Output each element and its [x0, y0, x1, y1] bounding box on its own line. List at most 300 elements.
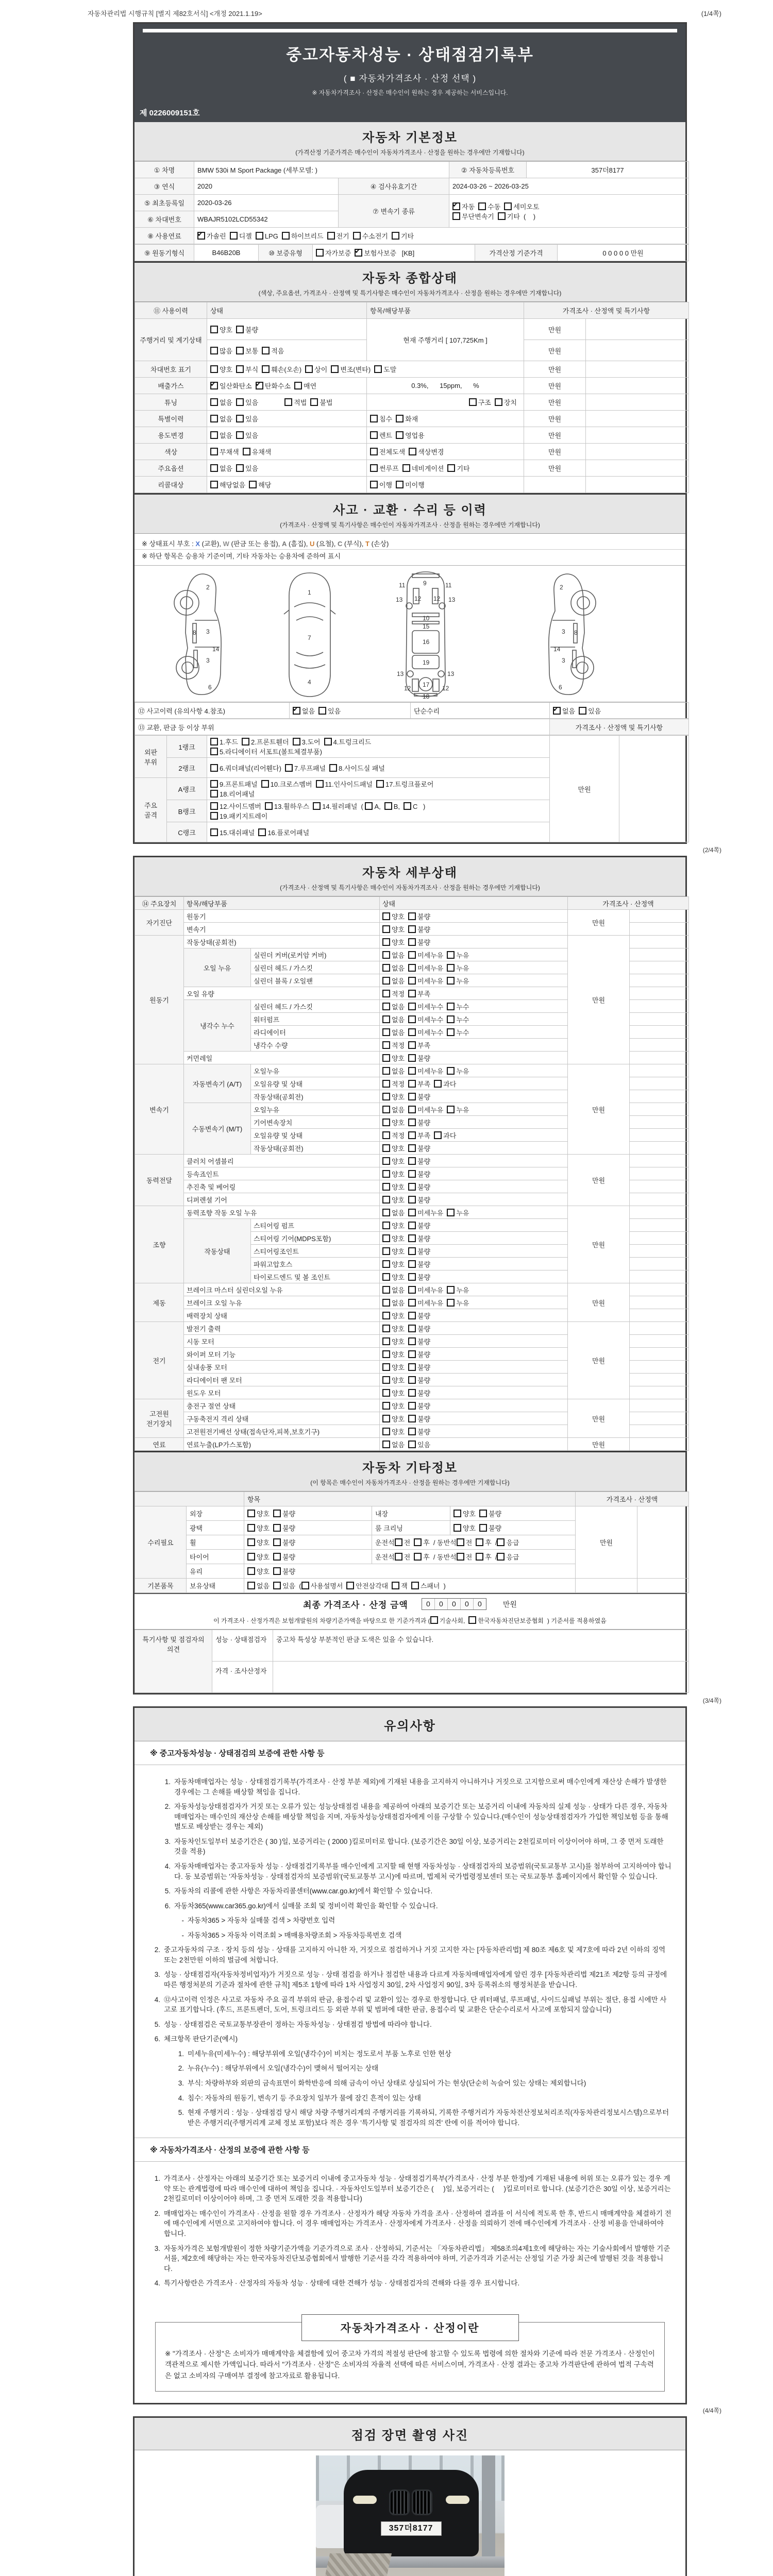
checkbox-label: 누수 — [456, 1003, 469, 1011]
checkbox[interactable] — [258, 827, 309, 837]
checkbox[interactable] — [382, 1375, 405, 1385]
checkbox[interactable] — [408, 1298, 443, 1308]
checkbox-label: 전 — [465, 1539, 473, 1547]
checkbox-label: 불량 — [417, 1222, 431, 1230]
checkbox[interactable] — [370, 414, 392, 423]
checkbox[interactable] — [447, 950, 469, 960]
checkbox[interactable] — [408, 1002, 443, 1011]
checkbox[interactable] — [236, 463, 258, 473]
checkbox-label: 전 — [465, 1553, 473, 1561]
status-code: U — [309, 540, 315, 548]
checkbox[interactable] — [382, 1324, 405, 1333]
checkbox[interactable] — [236, 364, 258, 374]
checkbox[interactable] — [395, 1552, 411, 1562]
checkbox[interactable] — [447, 1105, 469, 1114]
checkbox[interactable] — [247, 1552, 270, 1562]
checkbox[interactable] — [382, 1311, 405, 1320]
checkbox[interactable] — [408, 1066, 443, 1076]
checkbox[interactable] — [452, 201, 475, 211]
checkbox[interactable] — [408, 1285, 443, 1295]
checkbox[interactable] — [382, 1156, 405, 1166]
checkbox-label: 미세누유 — [417, 1299, 444, 1307]
checkbox[interactable] — [301, 1581, 343, 1590]
checkbox[interactable] — [408, 1117, 430, 1127]
photo-vehicle-front — [344, 2470, 479, 2556]
checkbox-label: 양호 — [392, 1428, 405, 1436]
row-label-cell: 가격조사 · 산정액 및 특기사항 — [550, 719, 689, 735]
checkbox[interactable] — [370, 430, 392, 440]
checkbox[interactable] — [408, 1324, 430, 1333]
checkbox[interactable] — [265, 801, 309, 811]
checkbox[interactable] — [408, 1221, 430, 1230]
checkbox-label: 미이행 — [405, 481, 425, 489]
checkbox[interactable] — [414, 1552, 430, 1562]
checkbox[interactable] — [316, 248, 351, 258]
checkbox[interactable] — [365, 802, 380, 810]
checkbox[interactable] — [327, 231, 349, 241]
checkbox[interactable] — [247, 1566, 270, 1576]
checkbox[interactable] — [331, 364, 371, 374]
notice-item: 1. 가격조사 · 산정자는 아래의 보증기간 또는 보증거리 이내에 중고자동차 성능 · 상태점검기록부(가격조사 · 산정 부분 한정)에 기재된 내용에 허위 또는 오류가 있는 경우 계약 또는 관계법령에 따라 매수인에 대하여 책임을 집니다. · 자동차인도일부터 보증기간은 ( )일, 보증거리는 ( )킬로미터로 합니다. (보증기간은 30일 이상, 보증거리는 2천킬로미터 이상이어야 하며, 그 중 먼저 도래한 것을 적용합니다) — [154, 2175, 671, 2203]
checkbox[interactable] — [355, 248, 396, 258]
value-cell — [630, 1438, 689, 1451]
checkbox[interactable] — [382, 1195, 405, 1205]
checkbox[interactable] — [408, 1427, 430, 1436]
checkbox-label: 가솔린 — [207, 232, 226, 240]
notice-item: - 자동차365 > 자동차 실매물 검색 > 차량번호 입력 — [181, 1917, 335, 1925]
checkbox[interactable] — [262, 346, 284, 355]
checkbox[interactable] — [210, 737, 238, 747]
section-other-title: 자동차 기타정보 — [362, 1461, 458, 1475]
checkbox[interactable] — [408, 911, 430, 921]
checkbox[interactable] — [374, 364, 396, 374]
value-cell — [630, 1064, 689, 1077]
checkbox[interactable] — [447, 1027, 469, 1037]
checkbox[interactable] — [210, 381, 252, 391]
checkbox[interactable] — [408, 1439, 430, 1449]
checkbox[interactable] — [408, 1027, 443, 1037]
text: [KB] — [400, 249, 415, 257]
value-cell — [207, 340, 367, 361]
checkbox[interactable] — [210, 325, 232, 334]
checkbox[interactable] — [210, 763, 281, 773]
checkbox[interactable] — [408, 1182, 430, 1192]
checkbox[interactable] — [382, 1066, 405, 1076]
checkbox[interactable] — [256, 381, 291, 391]
checkbox[interactable] — [408, 1388, 430, 1398]
checkbox[interactable] — [382, 1221, 405, 1230]
checkbox[interactable] — [273, 1509, 295, 1518]
checkbox[interactable] — [382, 924, 405, 934]
checkbox-label: 누유 — [456, 1209, 469, 1217]
checkbox[interactable] — [382, 1439, 405, 1449]
value-cell — [380, 1064, 568, 1077]
checkbox-label: 5.라디에이터 서포트(볼트체결부품) — [220, 748, 322, 756]
checkbox[interactable] — [382, 1027, 405, 1037]
checkbox[interactable] — [408, 1195, 430, 1205]
checkbox[interactable] — [313, 801, 357, 811]
checkbox[interactable] — [408, 1079, 430, 1089]
car-side-left-view — [174, 574, 221, 694]
checkbox[interactable] — [408, 1375, 430, 1385]
checkbox[interactable] — [256, 232, 278, 240]
checkbox[interactable] — [382, 1285, 405, 1295]
value-cell — [380, 1399, 568, 1412]
value-cell — [367, 477, 524, 493]
status-code-legend — [135, 534, 685, 550]
checkbox[interactable] — [408, 1272, 430, 1282]
checkbox-label: 불량 — [417, 1273, 431, 1281]
checkbox[interactable] — [236, 430, 258, 440]
checkbox[interactable] — [382, 1414, 405, 1423]
checkbox[interactable] — [382, 911, 405, 921]
checkbox[interactable] — [210, 480, 245, 489]
price-cell: 만원 — [568, 1283, 630, 1322]
checkbox-label: 구조 — [478, 399, 491, 406]
notice-item: 1. 미세누유(미세누수) : 해당부위에 오일(냉각수)이 비치는 정도로서 부품 노후로 인한 현상 — [178, 2049, 451, 2058]
checkbox[interactable] — [408, 1014, 443, 1024]
checkbox[interactable] — [210, 364, 232, 374]
notice-item: 1. 자동차매매업자는 성능 · 상태점검기록부(가격조사 · 산정 부분 제외)에 기재된 내용을 고지하지 아니하거나 거짓으로 고지함으로써 매수인에게 재산상 손해가 발생한 경우에는 그 손해를 배상할 책임을 집니다. — [164, 1778, 667, 1796]
checkbox[interactable] — [273, 1523, 295, 1533]
row-label-cell: ④ 검사유효기간 — [339, 178, 449, 195]
price-digit: 0 — [477, 1600, 482, 1608]
checkbox[interactable] — [370, 447, 405, 456]
checkbox[interactable] — [414, 1537, 430, 1547]
checkbox[interactable] — [498, 211, 520, 221]
checkbox[interactable] — [247, 1509, 270, 1518]
checkbox[interactable] — [382, 1349, 405, 1359]
row-label-cell: 동력전달 — [135, 1155, 184, 1206]
checkbox[interactable] — [382, 989, 405, 998]
checkbox[interactable] — [468, 1616, 544, 1625]
checkbox[interactable] — [447, 1208, 469, 1217]
value-cell: 0.3%, 15ppm, % — [367, 378, 524, 394]
detail-condition-table — [135, 896, 689, 1451]
checkbox[interactable] — [430, 1616, 465, 1625]
price-cell: 만원 — [524, 460, 586, 477]
report-title: 중고자동차성능 · 상태점검기록부 — [286, 46, 534, 64]
checkbox[interactable] — [382, 1053, 405, 1063]
lift-ramp — [324, 2553, 391, 2576]
checkbox[interactable] — [408, 1233, 430, 1243]
checkbox[interactable] — [294, 381, 316, 391]
checkbox[interactable] — [210, 397, 232, 407]
checkbox[interactable] — [408, 1336, 430, 1346]
checkbox[interactable] — [476, 1537, 492, 1547]
checkbox[interactable] — [261, 779, 312, 789]
checkbox[interactable] — [408, 1040, 430, 1050]
row-label-cell: 기본품목 — [135, 1579, 187, 1593]
checkbox[interactable] — [310, 397, 332, 407]
checkbox[interactable] — [408, 1362, 430, 1372]
checkbox[interactable] — [452, 211, 494, 221]
checkbox[interactable] — [497, 1552, 519, 1562]
checkbox[interactable] — [478, 201, 500, 211]
row-label-cell: 색상 — [135, 444, 207, 460]
value-cell — [630, 1348, 689, 1361]
checkbox[interactable] — [408, 1156, 430, 1166]
value-cell: 내장 — [372, 1506, 450, 1521]
checkbox[interactable] — [447, 1066, 469, 1076]
checkbox[interactable] — [408, 924, 430, 934]
checkbox[interactable] — [324, 737, 372, 747]
checkbox[interactable] — [553, 706, 575, 716]
value-cell — [630, 1206, 689, 1219]
checkbox[interactable] — [382, 1079, 405, 1089]
checkbox[interactable] — [408, 1246, 430, 1256]
checkbox[interactable] — [236, 397, 258, 407]
checkbox[interactable] — [408, 1092, 430, 1101]
checkbox[interactable] — [236, 414, 258, 423]
value-cell: BMW 530i M Sport Package (세부모델: ) — [194, 162, 449, 178]
checkbox-label: 디젤 — [239, 232, 252, 240]
checkbox[interactable] — [579, 706, 601, 716]
checkbox[interactable] — [293, 737, 321, 747]
checkbox[interactable] — [396, 480, 425, 489]
checkbox[interactable] — [382, 1143, 405, 1153]
checkbox[interactable] — [210, 747, 322, 756]
checkbox-label: 해당없음 — [220, 481, 246, 489]
checkbox-label: 없음 — [562, 707, 576, 715]
checkbox[interactable] — [210, 779, 258, 789]
checkbox[interactable] — [453, 1523, 476, 1533]
checkbox[interactable] — [382, 1092, 405, 1101]
checkbox[interactable] — [408, 1311, 430, 1320]
checkbox[interactable] — [408, 1105, 443, 1114]
checkbox[interactable] — [382, 1401, 405, 1411]
checkbox[interactable] — [382, 1208, 405, 1217]
value-cell — [380, 1412, 568, 1425]
checkbox[interactable] — [402, 463, 444, 473]
status-code: T — [365, 540, 369, 548]
checkbox[interactable] — [479, 1509, 501, 1518]
checkbox[interactable] — [353, 231, 388, 241]
checkbox[interactable] — [408, 1401, 430, 1411]
panel-number: 6 — [208, 684, 212, 691]
price-cell: 만원 — [568, 1322, 630, 1399]
checkbox[interactable] — [282, 231, 324, 241]
value-cell: 오일누유 — [251, 1064, 380, 1077]
checkbox[interactable] — [210, 346, 232, 355]
checkbox[interactable] — [396, 430, 425, 440]
value-cell — [380, 1206, 568, 1219]
checkbox[interactable] — [382, 950, 405, 960]
checkbox[interactable] — [447, 1002, 469, 1011]
checkbox[interactable] — [382, 1169, 405, 1179]
checkbox[interactable] — [376, 779, 433, 789]
checkbox[interactable] — [210, 789, 255, 799]
checkbox[interactable] — [305, 364, 327, 374]
checkbox-label: 누유 — [456, 1067, 469, 1075]
checkbox[interactable] — [408, 937, 430, 947]
checkbox[interactable] — [329, 763, 385, 773]
checkbox[interactable] — [284, 397, 307, 407]
notice-item: 4. ⑫사고이력 인정은 사고로 자동차 주요 골격 부위의 판금, 용접수리 및 교환이 있는 경우로 한정합니다. 단 쿼터패널, 루프패널, 사이드실패널 부위는 절단, 용접 시에만 사고로 표기합니다. (후드, 프론트펜더, 도어, 트렁크리드 등 외판 부위 및 범퍼에 대한 판금, 용접수리 및 교환은 단순수리로서 사고에 포함되지 않습니다) — [154, 1995, 667, 2014]
column-header: 상태 — [380, 897, 568, 910]
checkbox[interactable] — [396, 414, 418, 423]
checkbox[interactable] — [497, 1537, 519, 1547]
checkbox[interactable] — [382, 1040, 405, 1050]
checkbox[interactable] — [479, 1523, 501, 1533]
checkbox-label: 유채색 — [251, 448, 272, 456]
checkbox[interactable] — [392, 231, 414, 241]
checkbox-label: 불량 — [417, 1170, 431, 1178]
checkbox[interactable] — [447, 963, 469, 973]
checkbox[interactable] — [408, 1130, 430, 1140]
checkbox[interactable] — [285, 763, 326, 773]
checkbox[interactable] — [382, 1246, 405, 1256]
checkbox[interactable] — [476, 1552, 492, 1562]
row-label-cell: 가격산정 기준가격 — [475, 245, 558, 261]
row-label-cell: 외판 부위 — [135, 736, 167, 778]
checkbox[interactable] — [247, 1537, 270, 1547]
checkbox[interactable] — [197, 231, 226, 241]
row-label-cell: 고전원 전기장치 — [135, 1399, 184, 1438]
checkbox[interactable] — [210, 811, 267, 821]
checkbox[interactable] — [273, 1552, 295, 1562]
value-cell — [586, 319, 689, 340]
checkbox[interactable] — [247, 1581, 270, 1590]
checkbox[interactable] — [382, 1105, 405, 1114]
checkbox-label: 양호 — [392, 1350, 405, 1359]
checkbox[interactable] — [408, 1053, 430, 1063]
value-cell — [630, 1000, 689, 1013]
checkbox[interactable] — [318, 706, 341, 716]
checkbox[interactable] — [408, 1259, 430, 1269]
checkbox[interactable] — [382, 963, 405, 973]
checkbox[interactable] — [384, 802, 400, 810]
checkbox[interactable] — [408, 950, 443, 960]
checkbox[interactable] — [210, 414, 232, 423]
notice-item: 4. 침수: 자동차의 원동기, 변속기 등 주요장치 일부가 물에 잠긴 흔적이 있는 상태 — [178, 2094, 422, 2102]
checkbox[interactable] — [273, 1537, 295, 1547]
checkbox[interactable] — [382, 976, 405, 986]
checkbox[interactable] — [243, 447, 272, 456]
checkbox[interactable] — [236, 346, 258, 355]
notice-item: 3. 부식: 차량하부와 외판의 금속표면이 화학반응에 의해 금속이 아닌 상태로 상실되어 가는 현상(단순히 녹슬어 있는 상태는 제외합니다) — [178, 2079, 586, 2087]
checkbox[interactable] — [210, 463, 232, 473]
checkbox[interactable] — [210, 430, 232, 440]
car-top-view — [284, 573, 335, 697]
checkbox[interactable] — [382, 1117, 405, 1127]
checkbox[interactable] — [382, 1362, 405, 1372]
checkbox[interactable] — [382, 1388, 405, 1398]
status-code-desc: (흠집), — [287, 540, 310, 548]
value-cell — [630, 1270, 689, 1283]
checkbox[interactable] — [469, 397, 491, 407]
checkbox[interactable] — [434, 1079, 456, 1089]
checkbox[interactable] — [382, 1002, 405, 1011]
checkbox-label: 자가보증 — [325, 249, 351, 257]
checkbox[interactable] — [382, 1272, 405, 1282]
checkbox[interactable] — [408, 976, 443, 986]
checkbox[interactable] — [247, 1523, 270, 1533]
checkbox[interactable] — [370, 463, 399, 473]
row-label-cell: 특기사항 및 점검자의 의견 — [135, 1630, 212, 1693]
checkbox[interactable] — [395, 1537, 411, 1547]
price-cell: 만원 — [524, 378, 586, 394]
checkbox-label: 없음 — [392, 1209, 405, 1217]
panel-number: 6 — [558, 684, 562, 691]
checkbox-label: 양호 — [220, 326, 233, 334]
checkbox[interactable] — [408, 1208, 443, 1217]
checkbox[interactable] — [236, 325, 258, 334]
checkbox[interactable] — [457, 1552, 473, 1562]
checkbox[interactable] — [382, 1130, 405, 1140]
checkbox[interactable] — [230, 231, 252, 241]
checkbox[interactable] — [382, 1014, 405, 1024]
checkbox[interactable] — [346, 1581, 388, 1590]
checkbox[interactable] — [453, 1509, 476, 1518]
value-cell — [380, 1232, 568, 1245]
checkbox[interactable] — [495, 397, 517, 407]
value-cell: 스티어링조인트 — [251, 1245, 380, 1258]
checkbox[interactable] — [382, 1427, 405, 1436]
checkbox[interactable] — [434, 1130, 456, 1140]
checkbox[interactable] — [457, 1537, 473, 1547]
value-cell — [630, 1103, 689, 1116]
value-cell — [207, 758, 550, 778]
checkbox[interactable] — [404, 802, 417, 810]
checkbox[interactable] — [382, 1233, 405, 1243]
checkbox-label: 13.휠하우스 — [274, 803, 310, 810]
page-number-2: (2/4쪽) — [702, 846, 721, 854]
checkbox[interactable] — [210, 801, 261, 811]
checkbox[interactable] — [409, 447, 444, 456]
checkbox[interactable] — [210, 447, 239, 456]
checkbox-label: 9.프론트패널 — [220, 781, 258, 788]
checkbox[interactable] — [447, 1014, 469, 1024]
price-digit: 0 — [461, 1599, 474, 1609]
checkbox[interactable] — [316, 779, 373, 789]
value-cell — [630, 987, 689, 1000]
checkbox[interactable] — [408, 1349, 430, 1359]
checkbox[interactable] — [293, 706, 315, 716]
final-price-unit: 만원 — [502, 1600, 517, 1608]
checkbox[interactable] — [370, 480, 392, 489]
checkbox-label: 부식 — [245, 366, 259, 374]
checkbox[interactable] — [273, 1566, 295, 1576]
checkbox[interactable] — [447, 1298, 469, 1308]
checkbox[interactable] — [447, 1285, 469, 1295]
value-cell — [380, 1193, 568, 1206]
checkbox[interactable] — [504, 201, 539, 211]
checkbox[interactable] — [382, 1259, 405, 1269]
checkbox[interactable] — [408, 963, 443, 973]
checkbox[interactable] — [392, 1581, 408, 1590]
checkbox[interactable] — [382, 937, 405, 947]
checkbox[interactable] — [408, 1414, 430, 1423]
checkbox[interactable] — [382, 1182, 405, 1192]
checkbox[interactable] — [262, 364, 301, 374]
checkbox[interactable] — [411, 1581, 440, 1590]
checkbox[interactable] — [408, 1169, 430, 1179]
checkbox-label: 불량 — [417, 1402, 431, 1410]
checkbox[interactable] — [249, 480, 271, 489]
checkbox[interactable] — [447, 976, 469, 986]
checkbox[interactable] — [210, 827, 255, 837]
checkbox[interactable] — [408, 989, 430, 998]
checkbox[interactable] — [242, 737, 289, 747]
checkbox[interactable] — [273, 1581, 295, 1590]
checkbox[interactable] — [447, 463, 469, 473]
checkbox[interactable] — [382, 1298, 405, 1308]
checkbox[interactable] — [382, 1336, 405, 1346]
checkbox-label: C — [413, 803, 418, 810]
checkbox[interactable] — [408, 1143, 430, 1153]
panel-number: 12 — [414, 595, 421, 602]
